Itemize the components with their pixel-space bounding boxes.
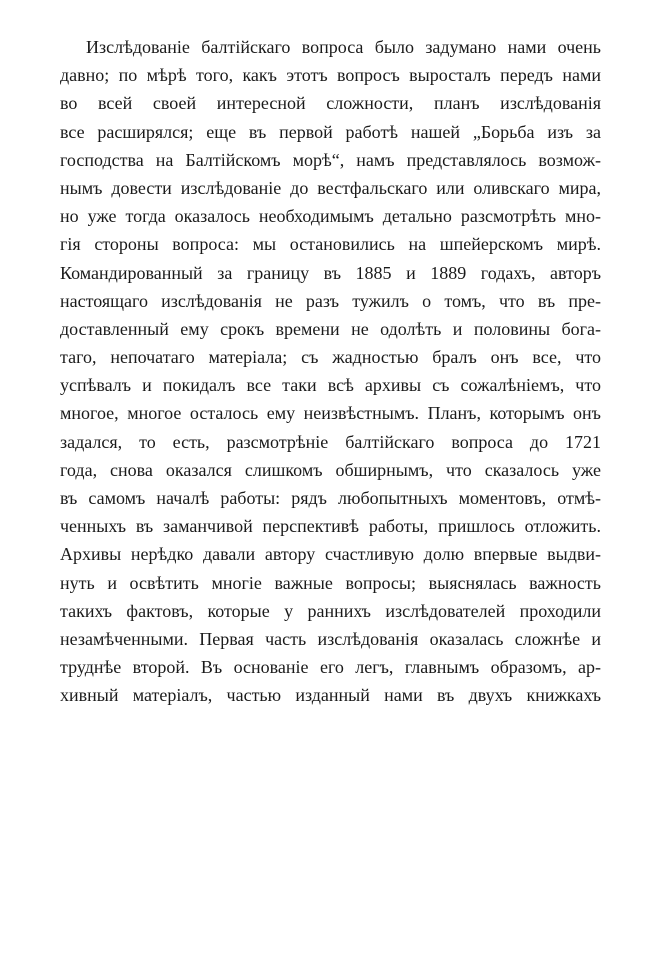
- document-page: [60, 33, 601, 710]
- text-line: Изслѣдованіе балтійскаго вопроса было задумано нами очень: [86, 37, 601, 57]
- text-line: труднѣе второй. Въ основаніе его легъ, главнымъ образомъ, ар-: [60, 657, 601, 678]
- text-line: настоящаго изслѣдованія не разъ тужилъ о томъ, что въ пре-: [60, 290, 601, 311]
- text-line: нымъ довести изслѣдованіе до вестфальскаго или оливскаго мира,: [60, 177, 601, 198]
- text-line: давно; по мѣрѣ того, какъ этотъ вопросъ выросталъ передъ нами: [60, 65, 601, 86]
- text-line: гія стороны вопроса: мы остановились на шпейерскомъ мирѣ.: [60, 234, 601, 255]
- text-line: ченныхъ въ заманчивой перспективѣ работы, пришлось отложить.: [60, 516, 601, 537]
- text-line: но уже тогда оказалось необходимымъ детально разсмотрѣть мно-: [60, 206, 601, 227]
- text-line: доставленный ему срокъ времени не одолѣть и половины бога-: [60, 318, 601, 339]
- text-line: господства на Балтійскомъ морѣ“, намъ представлялось возмож-: [60, 149, 601, 170]
- text-line: успѣвалъ и покидалъ все таки всѣ архивы съ сожалѣніемъ, что: [60, 375, 601, 396]
- text-line: Командированный за границу въ 1885 и 1889 годахъ, авторъ: [60, 262, 601, 283]
- text-line: нуть и освѣтить многіе важные вопросы; выяснялась важность: [60, 572, 601, 593]
- text-line: многое, многое осталось ему неизвѣстнымъ. Планъ, которымъ онъ: [60, 403, 601, 424]
- text-line: все расширялся; еще въ первой работѣ нашей „Борьба изъ за: [60, 121, 601, 142]
- text-line: такихъ фактовъ, которые у раннихъ изслѣдователей проходили: [60, 600, 601, 621]
- text-line: таго, непочатаго матеріала; съ жадностью бралъ онъ все, что: [60, 347, 601, 368]
- text-line: хивный матеріалъ, частью изданный нами въ двухъ книжкахъ: [60, 685, 601, 706]
- text-line: Архивы нерѣдко давали автору счастливую долю впервые выдви-: [60, 544, 601, 565]
- text-line: года, снова оказался слишкомъ обширнымъ, что сказалось уже: [60, 459, 601, 480]
- text-line: во всей своей интересной сложности, планъ изслѣдованія: [60, 93, 601, 114]
- text-line: задался, то есть, разсмотрѣніе балтійскаго вопроса до 1721: [60, 431, 601, 452]
- text-line: незамѣченными. Первая часть изслѣдованія оказалась сложнѣе и: [60, 628, 601, 649]
- text-line: въ самомъ началѣ работы: рядъ любопытныхъ моментовъ, отмѣ-: [60, 488, 601, 508]
